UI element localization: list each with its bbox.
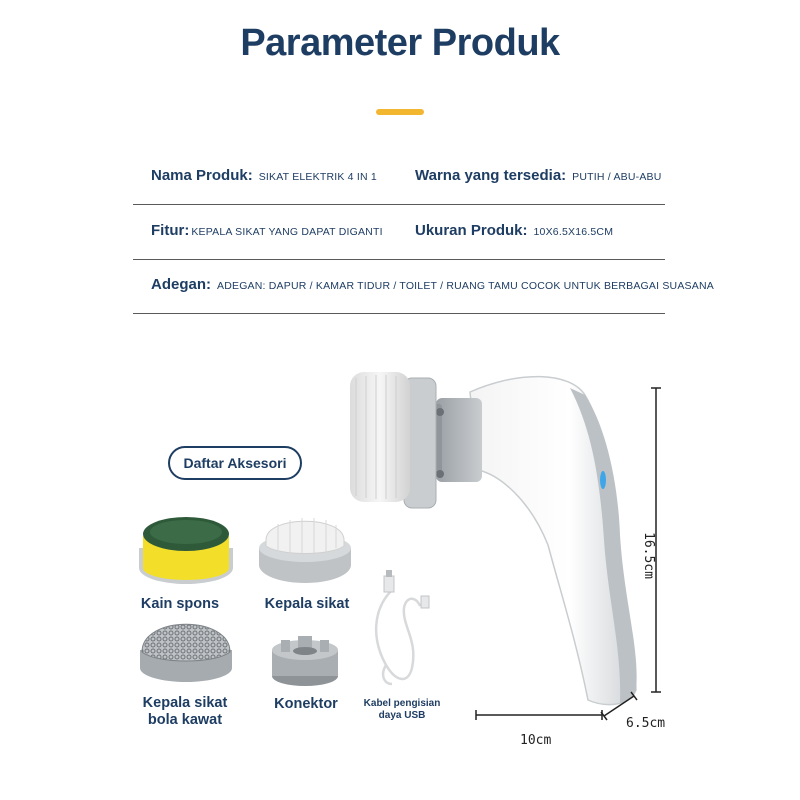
spec-size-value: 10X6.5X16.5CM (533, 226, 614, 238)
spec-scene-label: Adegan: (151, 276, 211, 293)
wire-ball-label (130, 695, 240, 729)
cable-label-line2: daya USB (378, 710, 426, 721)
wire-ball-accessory-image (140, 624, 232, 682)
brush-head-label: Kepala sikat (264, 596, 350, 612)
wire-ball-label-line1: Kepala sikat (142, 695, 228, 711)
connector-accessory-image (272, 636, 338, 686)
spec-feature-label: Fitur: (151, 222, 190, 239)
spec-color-value: PUTIH / ABU-ABU (572, 171, 662, 183)
electric-brush-image (350, 372, 637, 705)
wire-ball-label-line2: bola kawat (147, 712, 223, 728)
connector-label: Konektor (274, 696, 338, 712)
spec-product-name-label: Nama Produk: (151, 167, 253, 184)
depth-dimension-label: 6.5cm (626, 716, 666, 731)
spec-product-name-value: SIKAT ELEKTRIK 4 IN 1 (258, 171, 377, 183)
usb-plug-image (384, 576, 394, 592)
width-dimension-label: 10cm (520, 733, 552, 748)
brush-head-accessory-image (259, 518, 351, 583)
accessories-heading: Daftar Aksesori (168, 446, 302, 480)
cable-label-line1: Kabel pengisian (363, 698, 441, 709)
sponge-label: Kain spons (140, 596, 220, 612)
height-dimension-label: 16.5cm (641, 532, 656, 579)
spec-color-label: Warna yang tersedia: (415, 167, 567, 184)
cable-label (354, 698, 450, 722)
spec-size-label: Ukuran Produk: (415, 222, 528, 239)
spec-feature-value: KEPALA SIKAT YANG DAPAT DIGANTI (191, 226, 383, 238)
page-title: Parameter Produk (240, 22, 560, 64)
sponge-accessory-image (139, 517, 233, 584)
usb-cable-image (376, 590, 420, 684)
spec-scene-value: ADEGAN: DAPUR / KAMAR TIDUR / TOILET / RUANG TAMU COCOK UNTUK BERBAGAI SUASANA (217, 280, 714, 292)
